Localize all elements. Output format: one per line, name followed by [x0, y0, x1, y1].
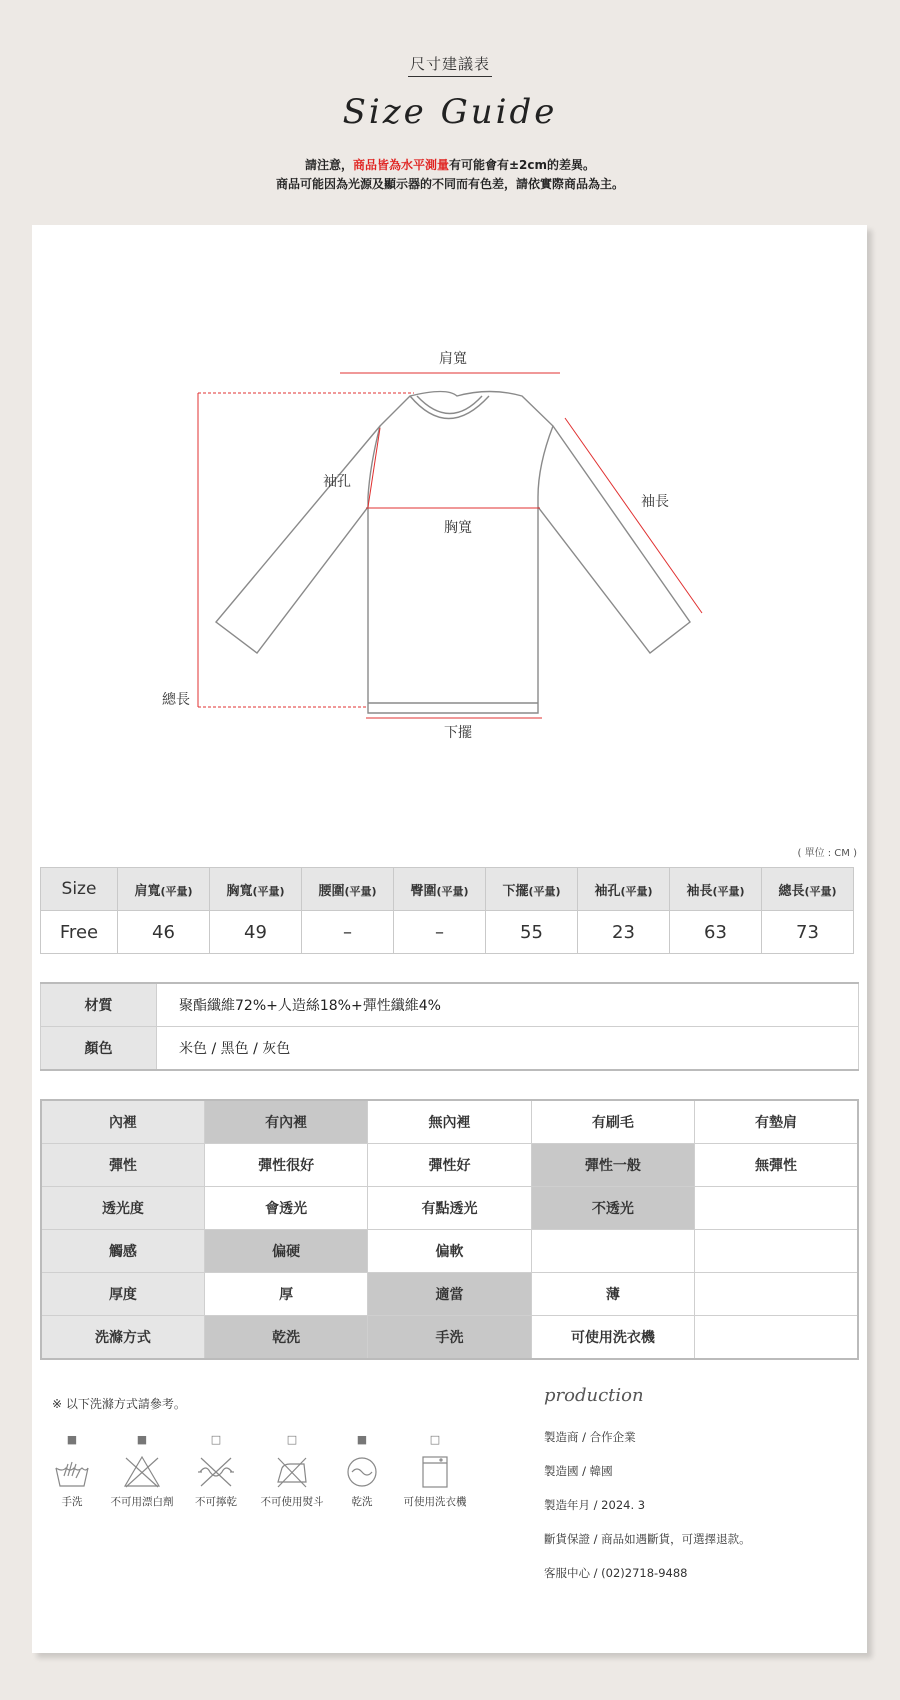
wash-mark: □: [429, 1433, 441, 1446]
wash-label: 乾洗: [351, 1496, 373, 1508]
feature-option: 無內裡: [368, 1100, 531, 1144]
size-header: Size: [41, 868, 118, 911]
dry-clean-icon: [342, 1454, 382, 1490]
feature-row: [41, 1316, 858, 1360]
value-cell: 73: [762, 911, 854, 954]
feature-row: [41, 1230, 858, 1273]
feature-label: 彈性: [41, 1144, 204, 1187]
measurement-guides: [198, 373, 702, 718]
wash-label: 不可用漂白劑: [110, 1496, 174, 1508]
measurement-note: 請注意，商品皆為水平測量有可能會有±2cm的差異。: [304, 158, 596, 172]
color-note: 商品可能因為光源及顯示器的不同而有色差，請依實際商品為主。: [275, 177, 624, 191]
col-hip: 臀圍(平量): [394, 868, 486, 911]
value-cell: 55: [486, 911, 578, 954]
size-table: [40, 867, 854, 954]
material-table: [40, 982, 859, 1071]
wash-mark: ■: [136, 1433, 148, 1446]
feature-option: 乾洗: [204, 1316, 367, 1360]
hand-wash-icon: [52, 1454, 92, 1490]
feature-label: 洗滌方式: [41, 1316, 204, 1360]
color-row: [41, 1027, 859, 1071]
value-cell: –: [394, 911, 486, 954]
feature-option: 彈性好: [368, 1144, 531, 1187]
feature-row: [41, 1144, 858, 1187]
label-armhole: 袖孔: [323, 474, 351, 490]
feature-label: 透光度: [41, 1187, 204, 1230]
feature-option: [695, 1230, 858, 1273]
wash-mark: ■: [66, 1433, 78, 1446]
label-length: 總長: [162, 692, 190, 708]
feature-option: 偏硬: [204, 1230, 367, 1273]
feature-row: [41, 1100, 858, 1144]
wash-note: ※ 以下洗滌方式請參考。: [52, 1397, 186, 1411]
no-bleach-icon: [122, 1454, 162, 1490]
col-chest: 胸寬(平量): [210, 868, 302, 911]
feature-option: 手洗: [368, 1316, 531, 1360]
production-line: 客服中心 / (02)2718-9488: [544, 1566, 688, 1580]
material-value: 聚酯纖維72%+人造絲18%+彈性纖維4%: [157, 983, 859, 1027]
wash-item: [102, 1432, 182, 1509]
feature-option: 彈性一般: [531, 1144, 694, 1187]
sweater-outline-icon: [216, 392, 690, 714]
value-cell: 49: [210, 911, 302, 954]
feature-option: 厚: [204, 1273, 367, 1316]
production-line: 製造年月 / 2024. 3: [544, 1498, 646, 1512]
wash-item: [395, 1432, 475, 1509]
wash-mark: ■: [356, 1433, 368, 1446]
no-iron-icon: [272, 1454, 312, 1490]
feature-option: 彈性很好: [204, 1144, 367, 1187]
wash-mark: □: [210, 1433, 222, 1446]
feature-option: [695, 1273, 858, 1316]
feature-row: [41, 1273, 858, 1316]
size-table-header: [41, 868, 854, 911]
feature-option: 可使用洗衣機: [531, 1316, 694, 1360]
feature-label: 厚度: [41, 1273, 204, 1316]
feature-option: 無彈性: [695, 1144, 858, 1187]
feature-option: 薄: [531, 1273, 694, 1316]
label-hem: 下擺: [444, 725, 472, 741]
feature-option: 有墊肩: [695, 1100, 858, 1144]
label-chest: 胸寬: [444, 520, 472, 536]
wash-label: 不可擰乾: [195, 1496, 237, 1508]
col-sleeve: 袖長(平量): [670, 868, 762, 911]
feature-option: 有內裡: [204, 1100, 367, 1144]
color-label: 顏色: [41, 1027, 157, 1071]
feature-option: 偏軟: [368, 1230, 531, 1273]
feature-option: 有點透光: [368, 1187, 531, 1230]
wash-item: [252, 1432, 332, 1509]
unit-label: ( 單位 : CM ): [797, 848, 857, 859]
col-length: 總長(平量): [762, 868, 854, 911]
material-label: 材質: [41, 983, 157, 1027]
feature-option: 不透光: [531, 1187, 694, 1230]
feature-table: [40, 1099, 859, 1360]
value-cell: –: [302, 911, 394, 954]
no-wring-icon: [196, 1454, 236, 1490]
feature-label: 內裡: [41, 1100, 204, 1144]
feature-option: 有刷毛: [531, 1100, 694, 1144]
col-armhole: 袖孔(平量): [578, 868, 670, 911]
label-shoulder: 肩寬: [439, 351, 467, 367]
production-line: 斷貨保證 / 商品如遇斷貨，可選擇退款。: [544, 1532, 751, 1546]
wash-mark: □: [286, 1433, 298, 1446]
value-cell: 46: [118, 911, 210, 954]
wash-item: [322, 1432, 402, 1509]
wash-label: 手洗: [61, 1496, 83, 1508]
washing-machine-icon: [415, 1454, 455, 1490]
value-cell: 63: [670, 911, 762, 954]
col-shoulder: 肩寬(平量): [118, 868, 210, 911]
size-guide-card: [32, 225, 867, 1653]
feature-row: [41, 1187, 858, 1230]
feature-option: 適當: [368, 1273, 531, 1316]
feature-option: 會透光: [204, 1187, 367, 1230]
wash-label: 可使用洗衣機: [403, 1496, 467, 1508]
col-hem: 下擺(平量): [486, 868, 578, 911]
page-subtitle: 尺寸建議表: [0, 53, 900, 74]
wash-label: 不可使用熨斗: [260, 1496, 324, 1508]
col-waist: 腰圍(平量): [302, 868, 394, 911]
color-value: 米色 / 黑色 / 灰色: [157, 1027, 859, 1071]
production-line: 製造商 / 合作企業: [544, 1430, 636, 1444]
measurement-note-highlight: 商品皆為水平測量: [352, 158, 449, 172]
feature-option: [695, 1316, 858, 1360]
value-cell: 23: [578, 911, 670, 954]
material-row: [41, 983, 859, 1027]
size-cell: Free: [41, 911, 118, 954]
production-title: production: [544, 1385, 644, 1406]
production-line: 製造國 / 韓國: [544, 1464, 613, 1478]
table-row: [41, 911, 854, 954]
feature-option: [531, 1230, 694, 1273]
feature-label: 觸感: [41, 1230, 204, 1273]
page-title: Size Guide: [342, 92, 558, 132]
wash-item: [32, 1432, 112, 1509]
label-sleeve: 袖長: [641, 494, 669, 510]
garment-diagram: [32, 225, 867, 785]
wash-item: [176, 1432, 256, 1509]
feature-option: [695, 1187, 858, 1230]
